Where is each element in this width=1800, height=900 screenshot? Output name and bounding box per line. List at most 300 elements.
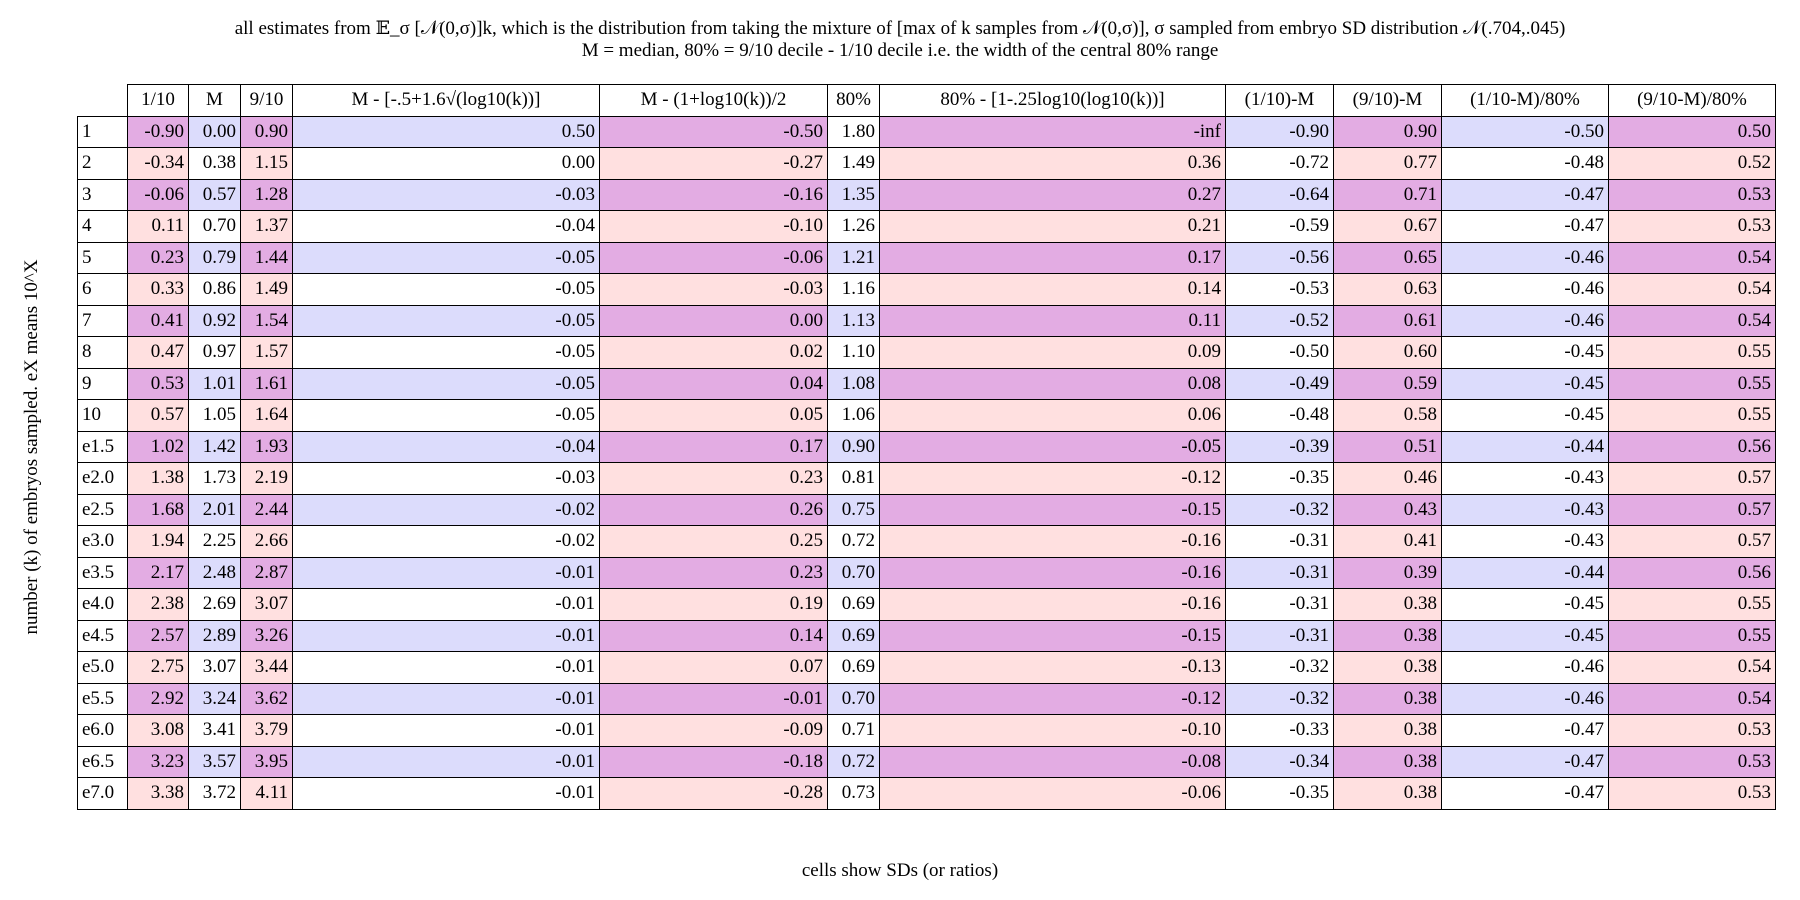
table-cell: 2.92 bbox=[128, 683, 189, 715]
table-cell: -0.64 bbox=[1226, 179, 1334, 211]
table-cell: 0.19 bbox=[600, 589, 828, 621]
table-cell: 0.57 bbox=[1609, 463, 1776, 495]
table-cell: -0.43 bbox=[1442, 494, 1609, 526]
table-cell: -0.02 bbox=[293, 494, 600, 526]
table-cell: 0.38 bbox=[1334, 746, 1442, 778]
table-cell: 1.42 bbox=[189, 431, 241, 463]
table-cell: -0.03 bbox=[293, 179, 600, 211]
table-cell: 0.38 bbox=[1334, 778, 1442, 810]
table-cell: 0.59 bbox=[1334, 368, 1442, 400]
table-cell: -0.04 bbox=[293, 211, 600, 243]
table-cell: -0.04 bbox=[293, 431, 600, 463]
header-corner bbox=[78, 85, 128, 117]
table-cell: -0.01 bbox=[293, 589, 600, 621]
table-cell: -0.01 bbox=[293, 652, 600, 684]
table-row bbox=[78, 746, 1776, 778]
table-cell: -0.06 bbox=[600, 242, 828, 274]
table-cell: -0.27 bbox=[600, 148, 828, 180]
table-row bbox=[78, 715, 1776, 747]
table-cell: -0.10 bbox=[880, 715, 1226, 747]
table-cell: -0.48 bbox=[1442, 148, 1609, 180]
table-cell: 1.37 bbox=[241, 211, 293, 243]
table-cell: 0.06 bbox=[880, 400, 1226, 432]
table-row bbox=[78, 148, 1776, 180]
column-header: M - [-.5+1.6√(log10(k))] bbox=[293, 85, 600, 117]
table-cell: 0.43 bbox=[1334, 494, 1442, 526]
table-cell: 0.57 bbox=[1609, 526, 1776, 558]
table-cell: -0.59 bbox=[1226, 211, 1334, 243]
row-label: 9 bbox=[78, 368, 128, 400]
row-label: 4 bbox=[78, 211, 128, 243]
table-cell: -0.10 bbox=[600, 211, 828, 243]
table-cell: 1.16 bbox=[828, 274, 880, 306]
table-cell: 0.11 bbox=[128, 211, 189, 243]
table-cell: -0.46 bbox=[1442, 242, 1609, 274]
table-cell: 0.00 bbox=[600, 305, 828, 337]
table-cell: -0.02 bbox=[293, 526, 600, 558]
table-cell: -0.15 bbox=[880, 494, 1226, 526]
table-cell: 3.07 bbox=[189, 652, 241, 684]
table-cell: -0.05 bbox=[293, 242, 600, 274]
table-cell: 0.70 bbox=[828, 557, 880, 589]
table-cell: 1.21 bbox=[828, 242, 880, 274]
table-cell: 0.92 bbox=[189, 305, 241, 337]
table-cell: -0.46 bbox=[1442, 683, 1609, 715]
column-header: 1/10 bbox=[128, 85, 189, 117]
table-cell: -0.34 bbox=[1226, 746, 1334, 778]
table-cell: 0.23 bbox=[600, 463, 828, 495]
table-cell: -0.35 bbox=[1226, 778, 1334, 810]
table-cell: 0.57 bbox=[128, 400, 189, 432]
table-cell: 0.39 bbox=[1334, 557, 1442, 589]
table-cell: 0.90 bbox=[1334, 116, 1442, 148]
table-row bbox=[78, 652, 1776, 684]
table-cell: 2.66 bbox=[241, 526, 293, 558]
table-row bbox=[78, 400, 1776, 432]
x-axis-label: cells show SDs (or ratios) bbox=[801, 860, 999, 881]
column-header: 9/10 bbox=[241, 85, 293, 117]
table-cell: -0.05 bbox=[293, 400, 600, 432]
table-cell: 0.58 bbox=[1334, 400, 1442, 432]
table-cell: 0.90 bbox=[241, 116, 293, 148]
table-cell: -0.46 bbox=[1442, 305, 1609, 337]
table-cell: 0.07 bbox=[600, 652, 828, 684]
table-cell: -0.01 bbox=[293, 715, 600, 747]
table-body bbox=[78, 116, 1776, 809]
table-cell: -0.05 bbox=[293, 274, 600, 306]
table-cell: -0.18 bbox=[600, 746, 828, 778]
row-label: 5 bbox=[78, 242, 128, 274]
table-row bbox=[78, 683, 1776, 715]
table-row bbox=[78, 589, 1776, 621]
table-cell: 0.46 bbox=[1334, 463, 1442, 495]
table-cell: -0.13 bbox=[880, 652, 1226, 684]
table-cell: -0.12 bbox=[880, 683, 1226, 715]
column-header: M bbox=[189, 85, 241, 117]
table-cell: -0.12 bbox=[880, 463, 1226, 495]
table-cell: -0.16 bbox=[880, 526, 1226, 558]
table-cell: 0.54 bbox=[1609, 274, 1776, 306]
table-cell: 2.48 bbox=[189, 557, 241, 589]
table-cell: -0.45 bbox=[1442, 337, 1609, 369]
table-cell: 1.01 bbox=[189, 368, 241, 400]
title-line-1: all estimates from 𝔼_σ [𝒩(0,σ)]k, which is the distribution from taking the mixture of [max of k samples from 𝒩(0,σ)], σ sampled from embryo SD distribution 𝒩(.704,.045) bbox=[234, 18, 1566, 39]
table-cell: 3.72 bbox=[189, 778, 241, 810]
table-row bbox=[78, 274, 1776, 306]
table-cell: -0.35 bbox=[1226, 463, 1334, 495]
table-cell: 1.44 bbox=[241, 242, 293, 274]
table-cell: -0.28 bbox=[600, 778, 828, 810]
table-cell: 0.65 bbox=[1334, 242, 1442, 274]
table-cell: 0.38 bbox=[1334, 683, 1442, 715]
table-cell: 3.26 bbox=[241, 620, 293, 652]
table-cell: 2.69 bbox=[189, 589, 241, 621]
table-cell: -0.34 bbox=[128, 148, 189, 180]
table-cell: -0.45 bbox=[1442, 589, 1609, 621]
table-cell: 0.14 bbox=[600, 620, 828, 652]
table-cell: -0.44 bbox=[1442, 431, 1609, 463]
header-row bbox=[78, 85, 1776, 117]
table-cell: 0.73 bbox=[828, 778, 880, 810]
table-cell: -0.31 bbox=[1226, 620, 1334, 652]
table-row bbox=[78, 305, 1776, 337]
table-cell: -0.06 bbox=[128, 179, 189, 211]
table-cell: 2.38 bbox=[128, 589, 189, 621]
table-cell: -0.08 bbox=[880, 746, 1226, 778]
y-axis-label: number (k) of embryos sampled. eX means 10^X bbox=[21, 259, 42, 635]
table-cell: 0.21 bbox=[880, 211, 1226, 243]
column-header: (9/10-M)/80% bbox=[1609, 85, 1776, 117]
table-cell: 0.53 bbox=[1609, 746, 1776, 778]
table-cell: 0.69 bbox=[828, 589, 880, 621]
row-label: 3 bbox=[78, 179, 128, 211]
table-cell: 0.79 bbox=[189, 242, 241, 274]
table-cell: 1.26 bbox=[828, 211, 880, 243]
table-cell: 1.64 bbox=[241, 400, 293, 432]
table-cell: -0.53 bbox=[1226, 274, 1334, 306]
table-cell: 1.08 bbox=[828, 368, 880, 400]
row-label: 6 bbox=[78, 274, 128, 306]
table-cell: -0.43 bbox=[1442, 526, 1609, 558]
table-cell: -0.05 bbox=[293, 368, 600, 400]
table-cell: 0.54 bbox=[1609, 305, 1776, 337]
row-label: e1.5 bbox=[78, 431, 128, 463]
table-cell: 0.75 bbox=[828, 494, 880, 526]
table-cell: -0.03 bbox=[293, 463, 600, 495]
table-row bbox=[78, 526, 1776, 558]
table-cell: 1.13 bbox=[828, 305, 880, 337]
table-row bbox=[78, 778, 1776, 810]
table-cell: 0.97 bbox=[189, 337, 241, 369]
table-cell: 3.95 bbox=[241, 746, 293, 778]
table-cell: 0.17 bbox=[880, 242, 1226, 274]
table-cell: 2.44 bbox=[241, 494, 293, 526]
table-row bbox=[78, 211, 1776, 243]
table-cell: -0.56 bbox=[1226, 242, 1334, 274]
table-row bbox=[78, 494, 1776, 526]
table-cell: 0.38 bbox=[189, 148, 241, 180]
table-cell: -0.33 bbox=[1226, 715, 1334, 747]
table-cell: 0.54 bbox=[1609, 242, 1776, 274]
table-cell: -0.31 bbox=[1226, 526, 1334, 558]
table-cell: -0.46 bbox=[1442, 274, 1609, 306]
table-cell: 2.17 bbox=[128, 557, 189, 589]
column-header: (1/10)-M bbox=[1226, 85, 1334, 117]
table-cell: 1.15 bbox=[241, 148, 293, 180]
table-cell: -0.31 bbox=[1226, 589, 1334, 621]
table-cell: -0.01 bbox=[293, 746, 600, 778]
table-cell: 0.54 bbox=[1609, 683, 1776, 715]
estimates-table bbox=[77, 84, 1776, 810]
table-cell: -0.48 bbox=[1226, 400, 1334, 432]
table-cell: 0.86 bbox=[189, 274, 241, 306]
table-cell: 3.57 bbox=[189, 746, 241, 778]
table-cell: 0.41 bbox=[128, 305, 189, 337]
table-cell: 0.47 bbox=[128, 337, 189, 369]
table-cell: 0.52 bbox=[1609, 148, 1776, 180]
column-header: 80% bbox=[828, 85, 880, 117]
table-cell: 0.55 bbox=[1609, 589, 1776, 621]
table-cell: 0.23 bbox=[600, 557, 828, 589]
table-cell: 0.53 bbox=[1609, 179, 1776, 211]
table-cell: 0.69 bbox=[828, 620, 880, 652]
row-label: e3.5 bbox=[78, 557, 128, 589]
table-cell: 0.02 bbox=[600, 337, 828, 369]
table-row bbox=[78, 620, 1776, 652]
table-cell: 0.25 bbox=[600, 526, 828, 558]
table-cell: 0.27 bbox=[880, 179, 1226, 211]
table-cell: -0.47 bbox=[1442, 179, 1609, 211]
row-label: e2.0 bbox=[78, 463, 128, 495]
table-cell: 0.53 bbox=[1609, 715, 1776, 747]
table-cell: 1.80 bbox=[828, 116, 880, 148]
table-cell: 0.11 bbox=[880, 305, 1226, 337]
column-header: M - (1+log10(k))/2 bbox=[600, 85, 828, 117]
chart-title bbox=[0, 18, 1800, 62]
table-cell: 0.55 bbox=[1609, 400, 1776, 432]
table-cell: 0.90 bbox=[828, 431, 880, 463]
table-cell: -0.16 bbox=[880, 557, 1226, 589]
table-container bbox=[77, 84, 1776, 810]
table-cell: 0.55 bbox=[1609, 620, 1776, 652]
table-row bbox=[78, 242, 1776, 274]
table-cell: -inf bbox=[880, 116, 1226, 148]
table-cell: 0.53 bbox=[1609, 211, 1776, 243]
row-label: e2.5 bbox=[78, 494, 128, 526]
table-cell: 0.53 bbox=[1609, 778, 1776, 810]
row-label: e3.0 bbox=[78, 526, 128, 558]
table-cell: -0.16 bbox=[600, 179, 828, 211]
table-cell: 2.19 bbox=[241, 463, 293, 495]
table-cell: 1.35 bbox=[828, 179, 880, 211]
table-row bbox=[78, 431, 1776, 463]
table-cell: 0.70 bbox=[189, 211, 241, 243]
row-label: e4.0 bbox=[78, 589, 128, 621]
table-cell: 0.14 bbox=[880, 274, 1226, 306]
table-cell: 0.69 bbox=[828, 652, 880, 684]
table-cell: -0.47 bbox=[1442, 746, 1609, 778]
table-row bbox=[78, 116, 1776, 148]
table-cell: 0.55 bbox=[1609, 337, 1776, 369]
table-cell: -0.90 bbox=[1226, 116, 1334, 148]
table-cell: 0.71 bbox=[1334, 179, 1442, 211]
table-cell: 3.62 bbox=[241, 683, 293, 715]
table-cell: -0.50 bbox=[1226, 337, 1334, 369]
table-cell: -0.01 bbox=[600, 683, 828, 715]
table-cell: -0.47 bbox=[1442, 211, 1609, 243]
table-cell: -0.09 bbox=[600, 715, 828, 747]
table-cell: -0.47 bbox=[1442, 778, 1609, 810]
table-cell: 0.00 bbox=[189, 116, 241, 148]
table-cell: 0.05 bbox=[600, 400, 828, 432]
table-cell: 0.04 bbox=[600, 368, 828, 400]
table-cell: 3.08 bbox=[128, 715, 189, 747]
table-row bbox=[78, 368, 1776, 400]
table-row bbox=[78, 337, 1776, 369]
row-label: e5.5 bbox=[78, 683, 128, 715]
column-header: 80% - [1-.25log10(log10(k))] bbox=[880, 85, 1226, 117]
table-cell: 1.73 bbox=[189, 463, 241, 495]
table-cell: 1.38 bbox=[128, 463, 189, 495]
table-cell: 3.44 bbox=[241, 652, 293, 684]
table-cell: -0.05 bbox=[293, 337, 600, 369]
table-cell: 0.61 bbox=[1334, 305, 1442, 337]
table-cell: 1.05 bbox=[189, 400, 241, 432]
table-cell: -0.32 bbox=[1226, 683, 1334, 715]
table-cell: 0.08 bbox=[880, 368, 1226, 400]
table-cell: 0.56 bbox=[1609, 431, 1776, 463]
table-cell: -0.50 bbox=[600, 116, 828, 148]
table-cell: -0.32 bbox=[1226, 494, 1334, 526]
table-cell: 0.55 bbox=[1609, 368, 1776, 400]
column-header: (9/10)-M bbox=[1334, 85, 1442, 117]
table-cell: 0.63 bbox=[1334, 274, 1442, 306]
row-label: e6.0 bbox=[78, 715, 128, 747]
column-header: (1/10-M)/80% bbox=[1442, 85, 1609, 117]
table-cell: 0.33 bbox=[128, 274, 189, 306]
table-cell: 3.79 bbox=[241, 715, 293, 747]
row-label: e5.0 bbox=[78, 652, 128, 684]
table-cell: 0.38 bbox=[1334, 715, 1442, 747]
table-cell: 0.26 bbox=[600, 494, 828, 526]
table-cell: 0.67 bbox=[1334, 211, 1442, 243]
table-cell: 0.00 bbox=[293, 148, 600, 180]
table-cell: 1.61 bbox=[241, 368, 293, 400]
table-cell: -0.05 bbox=[293, 305, 600, 337]
table-cell: 0.23 bbox=[128, 242, 189, 274]
table-cell: -0.46 bbox=[1442, 652, 1609, 684]
table-cell: 1.94 bbox=[128, 526, 189, 558]
table-cell: -0.44 bbox=[1442, 557, 1609, 589]
table-cell: 0.77 bbox=[1334, 148, 1442, 180]
table-cell: -0.15 bbox=[880, 620, 1226, 652]
table-row bbox=[78, 463, 1776, 495]
row-label: e7.0 bbox=[78, 778, 128, 810]
table-cell: -0.01 bbox=[293, 557, 600, 589]
table-cell: 0.60 bbox=[1334, 337, 1442, 369]
table-cell: 0.81 bbox=[828, 463, 880, 495]
table-cell: 2.87 bbox=[241, 557, 293, 589]
table-cell: 0.72 bbox=[828, 746, 880, 778]
table-cell: 0.36 bbox=[880, 148, 1226, 180]
table-cell: 0.38 bbox=[1334, 589, 1442, 621]
row-label: 10 bbox=[78, 400, 128, 432]
table-cell: 2.01 bbox=[189, 494, 241, 526]
table-cell: -0.16 bbox=[880, 589, 1226, 621]
table-cell: 2.89 bbox=[189, 620, 241, 652]
table-cell: 3.07 bbox=[241, 589, 293, 621]
table-cell: -0.45 bbox=[1442, 400, 1609, 432]
table-cell: 4.11 bbox=[241, 778, 293, 810]
table-cell: -0.72 bbox=[1226, 148, 1334, 180]
table-cell: -0.01 bbox=[293, 778, 600, 810]
table-cell: 0.41 bbox=[1334, 526, 1442, 558]
table-cell: -0.47 bbox=[1442, 715, 1609, 747]
table-cell: 0.17 bbox=[600, 431, 828, 463]
table-row bbox=[78, 179, 1776, 211]
row-label: 8 bbox=[78, 337, 128, 369]
table-cell: 0.71 bbox=[828, 715, 880, 747]
table-cell: 3.38 bbox=[128, 778, 189, 810]
row-label: e4.5 bbox=[78, 620, 128, 652]
table-cell: 1.57 bbox=[241, 337, 293, 369]
table-cell: -0.43 bbox=[1442, 463, 1609, 495]
table-cell: 0.72 bbox=[828, 526, 880, 558]
row-label: 2 bbox=[78, 148, 128, 180]
table-cell: 1.02 bbox=[128, 431, 189, 463]
table-cell: 3.41 bbox=[189, 715, 241, 747]
row-label: 1 bbox=[78, 116, 128, 148]
table-cell: -0.01 bbox=[293, 620, 600, 652]
table-cell: -0.01 bbox=[293, 683, 600, 715]
table-cell: 0.57 bbox=[189, 179, 241, 211]
table-cell: 0.53 bbox=[128, 368, 189, 400]
table-cell: 0.51 bbox=[1334, 431, 1442, 463]
table-cell: 1.06 bbox=[828, 400, 880, 432]
table-cell: 1.54 bbox=[241, 305, 293, 337]
table-cell: 0.50 bbox=[1609, 116, 1776, 148]
table-cell: -0.45 bbox=[1442, 620, 1609, 652]
table-cell: 3.24 bbox=[189, 683, 241, 715]
table-cell: -0.39 bbox=[1226, 431, 1334, 463]
table-cell: -0.32 bbox=[1226, 652, 1334, 684]
table-cell: -0.52 bbox=[1226, 305, 1334, 337]
table-cell: 2.75 bbox=[128, 652, 189, 684]
table-cell: 0.54 bbox=[1609, 652, 1776, 684]
table-cell: -0.45 bbox=[1442, 368, 1609, 400]
table-cell: 1.49 bbox=[241, 274, 293, 306]
row-label: 7 bbox=[78, 305, 128, 337]
row-label: e6.5 bbox=[78, 746, 128, 778]
table-cell: -0.49 bbox=[1226, 368, 1334, 400]
table-cell: 0.70 bbox=[828, 683, 880, 715]
table-cell: -0.31 bbox=[1226, 557, 1334, 589]
table-cell: -0.50 bbox=[1442, 116, 1609, 148]
table-cell: 1.10 bbox=[828, 337, 880, 369]
table-cell: 2.57 bbox=[128, 620, 189, 652]
table-cell: -0.90 bbox=[128, 116, 189, 148]
table-row bbox=[78, 557, 1776, 589]
table-cell: 1.28 bbox=[241, 179, 293, 211]
title-line-2: M = median, 80% = 9/10 decile - 1/10 decile i.e. the width of the central 80% range bbox=[581, 40, 1219, 61]
table-cell: 0.57 bbox=[1609, 494, 1776, 526]
table-cell: -0.05 bbox=[880, 431, 1226, 463]
table-cell: -0.03 bbox=[600, 274, 828, 306]
table-cell: 0.09 bbox=[880, 337, 1226, 369]
table-cell: 0.56 bbox=[1609, 557, 1776, 589]
table-cell: 3.23 bbox=[128, 746, 189, 778]
table-cell: 1.93 bbox=[241, 431, 293, 463]
